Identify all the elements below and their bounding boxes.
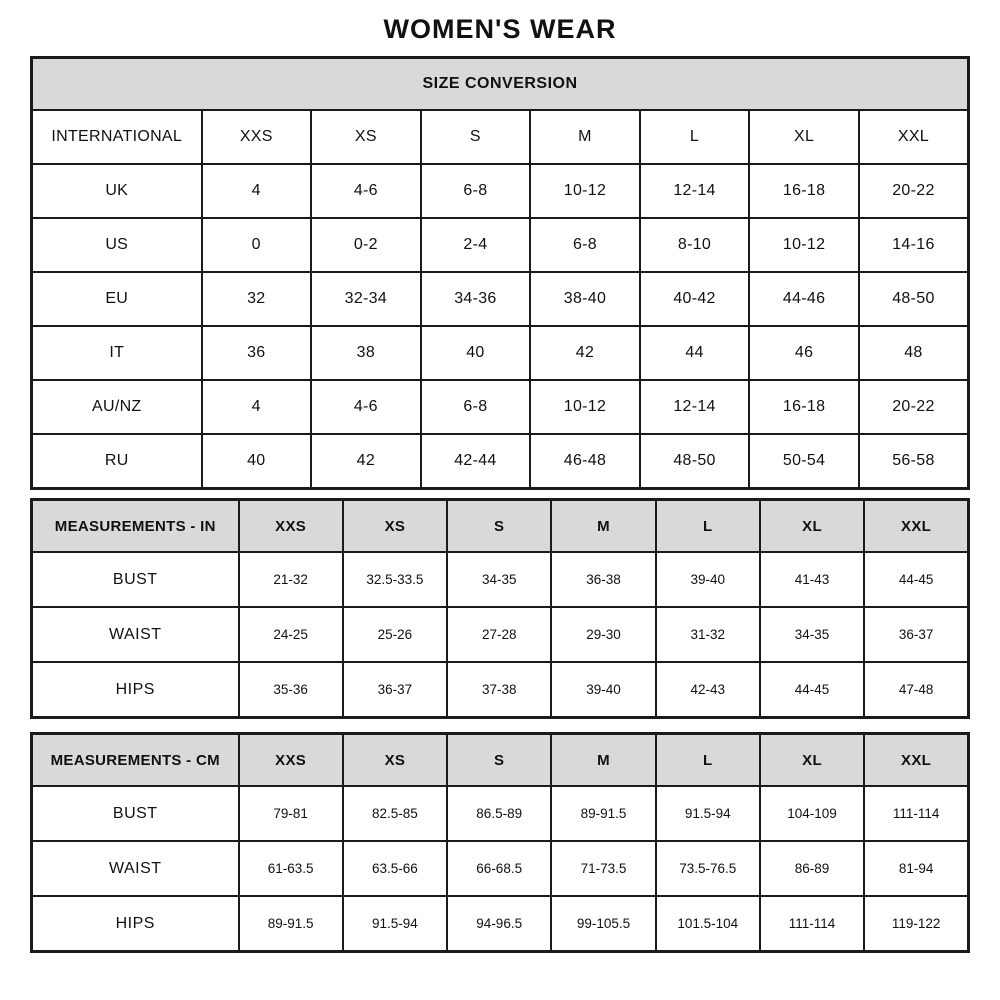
cell: 91.5-94 [343,896,447,952]
cell: 42-44 [421,434,531,489]
column-header: L [656,734,760,787]
cell: 31-32 [656,607,760,662]
cell: 89-91.5 [551,786,655,841]
cell: 4-6 [311,380,421,434]
cell: 32-34 [311,272,421,326]
cell: 0-2 [311,218,421,272]
cell: 47-48 [864,662,968,718]
cell: 36-38 [551,552,655,607]
row-label: HIPS [32,662,239,718]
cell: 63.5-66 [343,841,447,896]
cell: 37-38 [447,662,551,718]
column-header: XS [343,500,447,553]
cell: 111-114 [760,896,864,952]
row-label: IT [32,326,202,380]
cell: 111-114 [864,786,968,841]
cell: 94-96.5 [447,896,551,952]
cell: 24-25 [239,607,343,662]
cell: 27-28 [447,607,551,662]
table-row [32,786,969,841]
cell: 12-14 [640,164,750,218]
row-header-label: INTERNATIONAL [32,110,202,164]
cell: 86-89 [760,841,864,896]
cell: 48-50 [859,272,969,326]
table-row [32,218,969,272]
cell: 12-14 [640,380,750,434]
cell: 36 [202,326,312,380]
cell: 104-109 [760,786,864,841]
row-label: US [32,218,202,272]
row-label: RU [32,434,202,489]
cell: 36-37 [864,607,968,662]
cell: 20-22 [859,164,969,218]
column-header: M [530,110,640,164]
cell: 14-16 [859,218,969,272]
cell: 36-37 [343,662,447,718]
cell: 101.5-104 [656,896,760,952]
cell: 46 [749,326,859,380]
table-banner: SIZE CONVERSION [32,58,969,111]
table-row [32,552,969,607]
cell: 46-48 [530,434,640,489]
row-label: WAIST [32,841,239,896]
measurements-cm-table [30,732,970,953]
cell: 66-68.5 [447,841,551,896]
row-label: BUST [32,552,239,607]
table-row [32,326,969,380]
row-label: UK [32,164,202,218]
measurements-in-table [30,498,970,719]
table-row [32,380,969,434]
table-row [32,434,969,489]
cell: 32.5-33.5 [343,552,447,607]
cell: 71-73.5 [551,841,655,896]
cell: 34-35 [760,607,864,662]
size-conversion-table [30,56,970,490]
cell: 42 [311,434,421,489]
cell: 61-63.5 [239,841,343,896]
cell: 4-6 [311,164,421,218]
cell: 10-12 [530,380,640,434]
table-row [32,896,969,952]
page-title: WOMEN'S WEAR [383,14,617,44]
cell: 21-32 [239,552,343,607]
cell: 73.5-76.5 [656,841,760,896]
cell: 34-36 [421,272,531,326]
cell: 29-30 [551,607,655,662]
cell: 40 [202,434,312,489]
row-label: EU [32,272,202,326]
table-row [32,841,969,896]
cell: 39-40 [656,552,760,607]
cell: 6-8 [421,380,531,434]
cell: 39-40 [551,662,655,718]
cell: 44-46 [749,272,859,326]
row-label: HIPS [32,896,239,952]
cell: 6-8 [421,164,531,218]
cell: 0 [202,218,312,272]
cell: 4 [202,164,312,218]
cell: 25-26 [343,607,447,662]
cell: 119-122 [864,896,968,952]
cell: 50-54 [749,434,859,489]
column-header: XXS [239,500,343,553]
cell: 48-50 [640,434,750,489]
cell: 10-12 [530,164,640,218]
cell: 16-18 [749,380,859,434]
cell: 10-12 [749,218,859,272]
column-header: M [551,500,655,553]
column-header: XS [343,734,447,787]
cell: 42-43 [656,662,760,718]
cell: 6-8 [530,218,640,272]
cell: 42 [530,326,640,380]
column-header: L [656,500,760,553]
column-header: XXL [864,734,968,787]
column-header: XS [311,110,421,164]
cell: 32 [202,272,312,326]
cell: 38-40 [530,272,640,326]
column-header: S [421,110,531,164]
table-row [32,607,969,662]
cell: 2-4 [421,218,531,272]
column-header: S [447,500,551,553]
cell: 89-91.5 [239,896,343,952]
header-row [32,110,969,164]
cell: 38 [311,326,421,380]
cell: 34-35 [447,552,551,607]
cell: 35-36 [239,662,343,718]
row-label: BUST [32,786,239,841]
row-header-label: MEASUREMENTS - CM [32,734,239,787]
column-header: S [447,734,551,787]
header-row [32,500,969,553]
row-label: WAIST [32,607,239,662]
cell: 79-81 [239,786,343,841]
cell: 44-45 [760,662,864,718]
cell: 86.5-89 [447,786,551,841]
column-header: XL [749,110,859,164]
header-row [32,734,969,787]
cell: 56-58 [859,434,969,489]
cell: 99-105.5 [551,896,655,952]
column-header: L [640,110,750,164]
cell: 8-10 [640,218,750,272]
cell: 40 [421,326,531,380]
column-header: XXL [864,500,968,553]
column-header: XXL [859,110,969,164]
table-row [32,272,969,326]
cell: 48 [859,326,969,380]
column-header: XXS [239,734,343,787]
row-label: AU/NZ [32,380,202,434]
row-header-label: MEASUREMENTS - IN [32,500,239,553]
column-header: XL [760,734,864,787]
table-row [32,164,969,218]
column-header: XXS [202,110,312,164]
cell: 20-22 [859,380,969,434]
cell: 41-43 [760,552,864,607]
cell: 44 [640,326,750,380]
column-header: M [551,734,655,787]
cell: 4 [202,380,312,434]
cell: 44-45 [864,552,968,607]
cell: 82.5-85 [343,786,447,841]
cell: 40-42 [640,272,750,326]
cell: 91.5-94 [656,786,760,841]
table-row [32,662,969,718]
cell: 16-18 [749,164,859,218]
cell: 81-94 [864,841,968,896]
column-header: XL [760,500,864,553]
